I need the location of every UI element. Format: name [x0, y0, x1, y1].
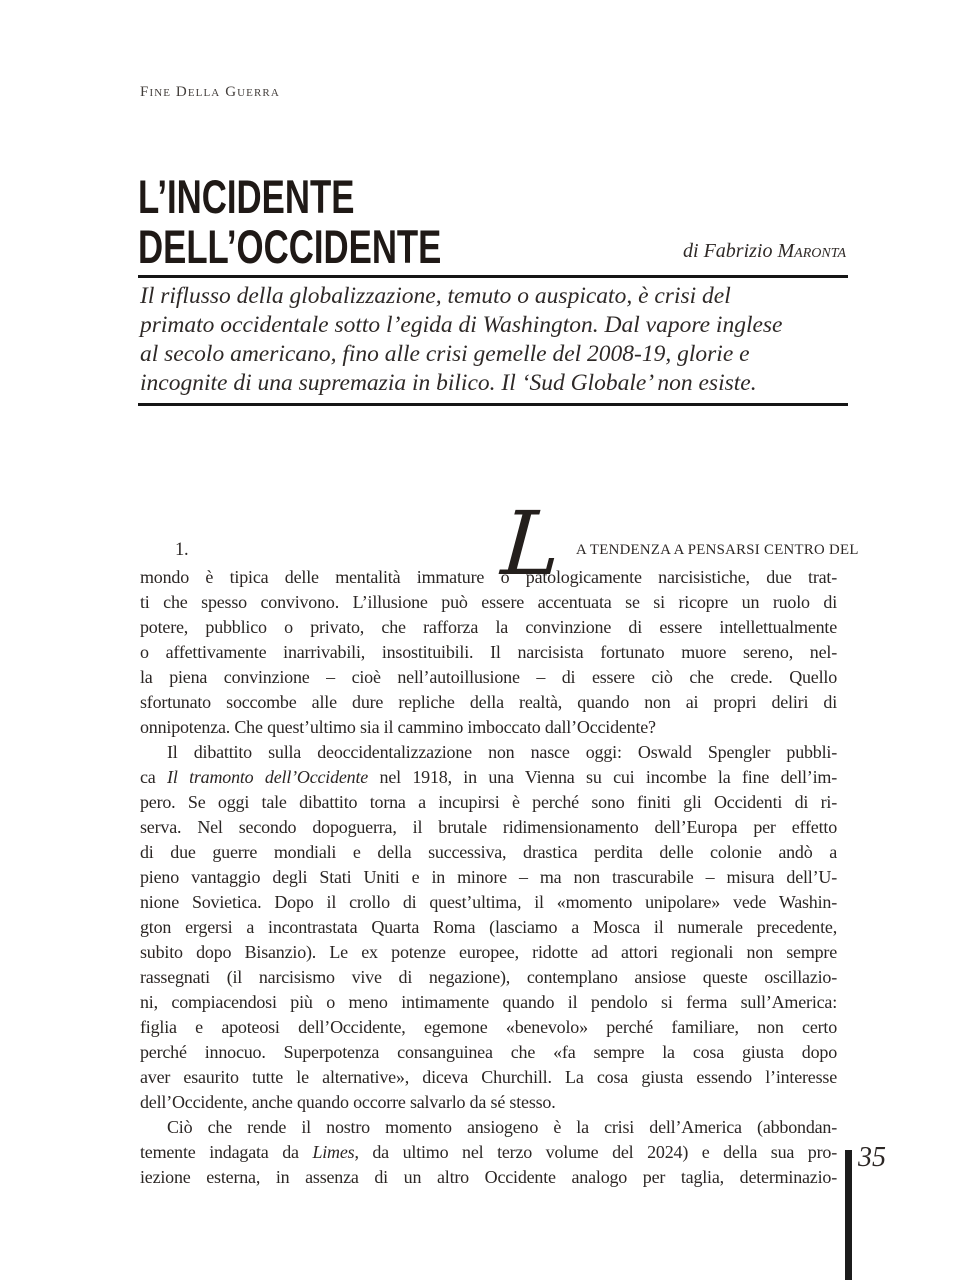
- body-line: serva. Nel secondo dopoguerra, il brutale ridimensionamento dell’Europa per effetto: [140, 817, 837, 837]
- abstract-line: Il riflusso della globalizzazione, temuto o auspicato, è crisi del: [140, 283, 731, 309]
- byline-last-name: Maronta: [777, 240, 846, 262]
- abstract-rule-top: [138, 275, 848, 278]
- body-line: rassegnati (il narcisismo vive di negazione), contemplano ansiose queste oscillazio-: [140, 967, 837, 987]
- body-line: dell’Occidente, anche quando occorre salvarlo da sé stesso.: [140, 1092, 556, 1112]
- lead-in-small-caps: A TENDENZA A PENSARSI CENTRO DEL: [576, 542, 859, 558]
- folio-rule: [845, 1150, 852, 1280]
- abstract-line: al secolo americano, fino alle crisi gemelle del 2008-19, glorie e: [140, 341, 750, 367]
- body-line: pero. Se oggi tale dibattito torna a incupirsi è perché sono finiti gli Occidenti di ri-: [140, 792, 837, 812]
- body-line: o affettivamente inarrivabili, insostituibili. Il narcisista fortunato muore sereno, nel-: [140, 642, 837, 662]
- body-line: Il dibattito sulla deoccidentalizzazione non nasce oggi: Oswald Spengler pubbli-: [167, 742, 837, 762]
- article-title-line1: L’INCIDENTE: [138, 170, 355, 223]
- body-line: aver esaurito tutte le alternative», diceva Churchill. La cosa giusta essendo l’interesse: [140, 1067, 837, 1087]
- page-number: 35: [858, 1142, 886, 1173]
- body-line: iezione esterna, in assenza di un altro Occidente analogo per taglia, determinazio-: [140, 1167, 837, 1187]
- article-body: [140, 492, 859, 1190]
- body-line: potere, pubblico o privato, che rafforza la convinzione di essere intellettualmente: [140, 617, 837, 637]
- body-line: di due guerre mondiali e della successiva, drastica perdita delle colonie andò a: [140, 842, 837, 862]
- body-line: onnipotenza. Che quest’ultimo sia il cammino imboccato dall’Occidente?: [140, 717, 656, 737]
- abstract-line: primato occidentale sotto l’egida di Washington. Dal vapore inglese: [140, 312, 783, 338]
- body-line: sfortunato soccombe alle dure repliche della realtà, quando non ai propri deliri di: [140, 692, 837, 712]
- section-kicker: Fine Della Guerra: [140, 84, 280, 100]
- article-abstract: [140, 282, 855, 398]
- byline-first-name: Fabrizio: [703, 240, 778, 262]
- body-line: gton ergersi a incontrastata Quarta Roma (lasciamo a Mosca il numerale precedente,: [140, 917, 837, 937]
- body-line: Ciò che rende il nostro momento ansiogeno è la crisi dell’America (abbondan-: [167, 1117, 837, 1137]
- body-line: ni, compiacendosi più o meno intimamente quando il pendolo si ferma sull’America:: [140, 992, 837, 1012]
- body-line: la piena convinzione – cioè nell’autoillusione – di essere ciò che crede. Quello: [140, 667, 837, 687]
- byline-prefix: di: [683, 240, 704, 262]
- body-line: pieno vantaggio degli Stati Uniti e in minore – ma non trascurabile – misura dell’U-: [140, 867, 837, 887]
- body-line: temente indagata da Limes, da ultimo nel terzo volume del 2024) e della sua pro-: [140, 1142, 837, 1162]
- body-line: mondo è tipica delle mentalità immature o patologicamente narcisistiche, due trat-: [140, 567, 837, 587]
- abstract-line: incognite di una supremazia in bilico. Il ‘Sud Globale’ non esiste.: [140, 370, 757, 396]
- abstract-rule-bottom: [138, 403, 848, 406]
- body-line: subito dopo Bisanzio). Le ex potenze europee, ridotte ad attori regionali non sempre: [140, 942, 837, 962]
- body-line: figlia e apoteosi dell’Occidente, egemone «benevolo» perché familiare, non certo: [140, 1017, 837, 1037]
- section-number: 1.: [175, 540, 189, 560]
- body-line: ti che spesso convivono. L’illusione può essere accentuata se si ricopre un ruolo di: [140, 592, 837, 612]
- body-line: perché innocuo. Superpotenza consanguinea che «fa sempre la cosa giusta dopo: [140, 1042, 837, 1062]
- body-line: ca Il tramonto dell’Occidente nel 1918, in una Vienna su cui incombe la fine dell’im-: [140, 767, 837, 787]
- article-title-line2: DELL’OCCIDENTE: [138, 220, 442, 273]
- article-title: [138, 172, 441, 272]
- drop-cap: L: [498, 492, 565, 595]
- byline: [683, 240, 846, 263]
- body-line: nione Sovietica. Dopo il crollo di quest’ultima, il «momento unipolare» vede Washin-: [140, 892, 837, 912]
